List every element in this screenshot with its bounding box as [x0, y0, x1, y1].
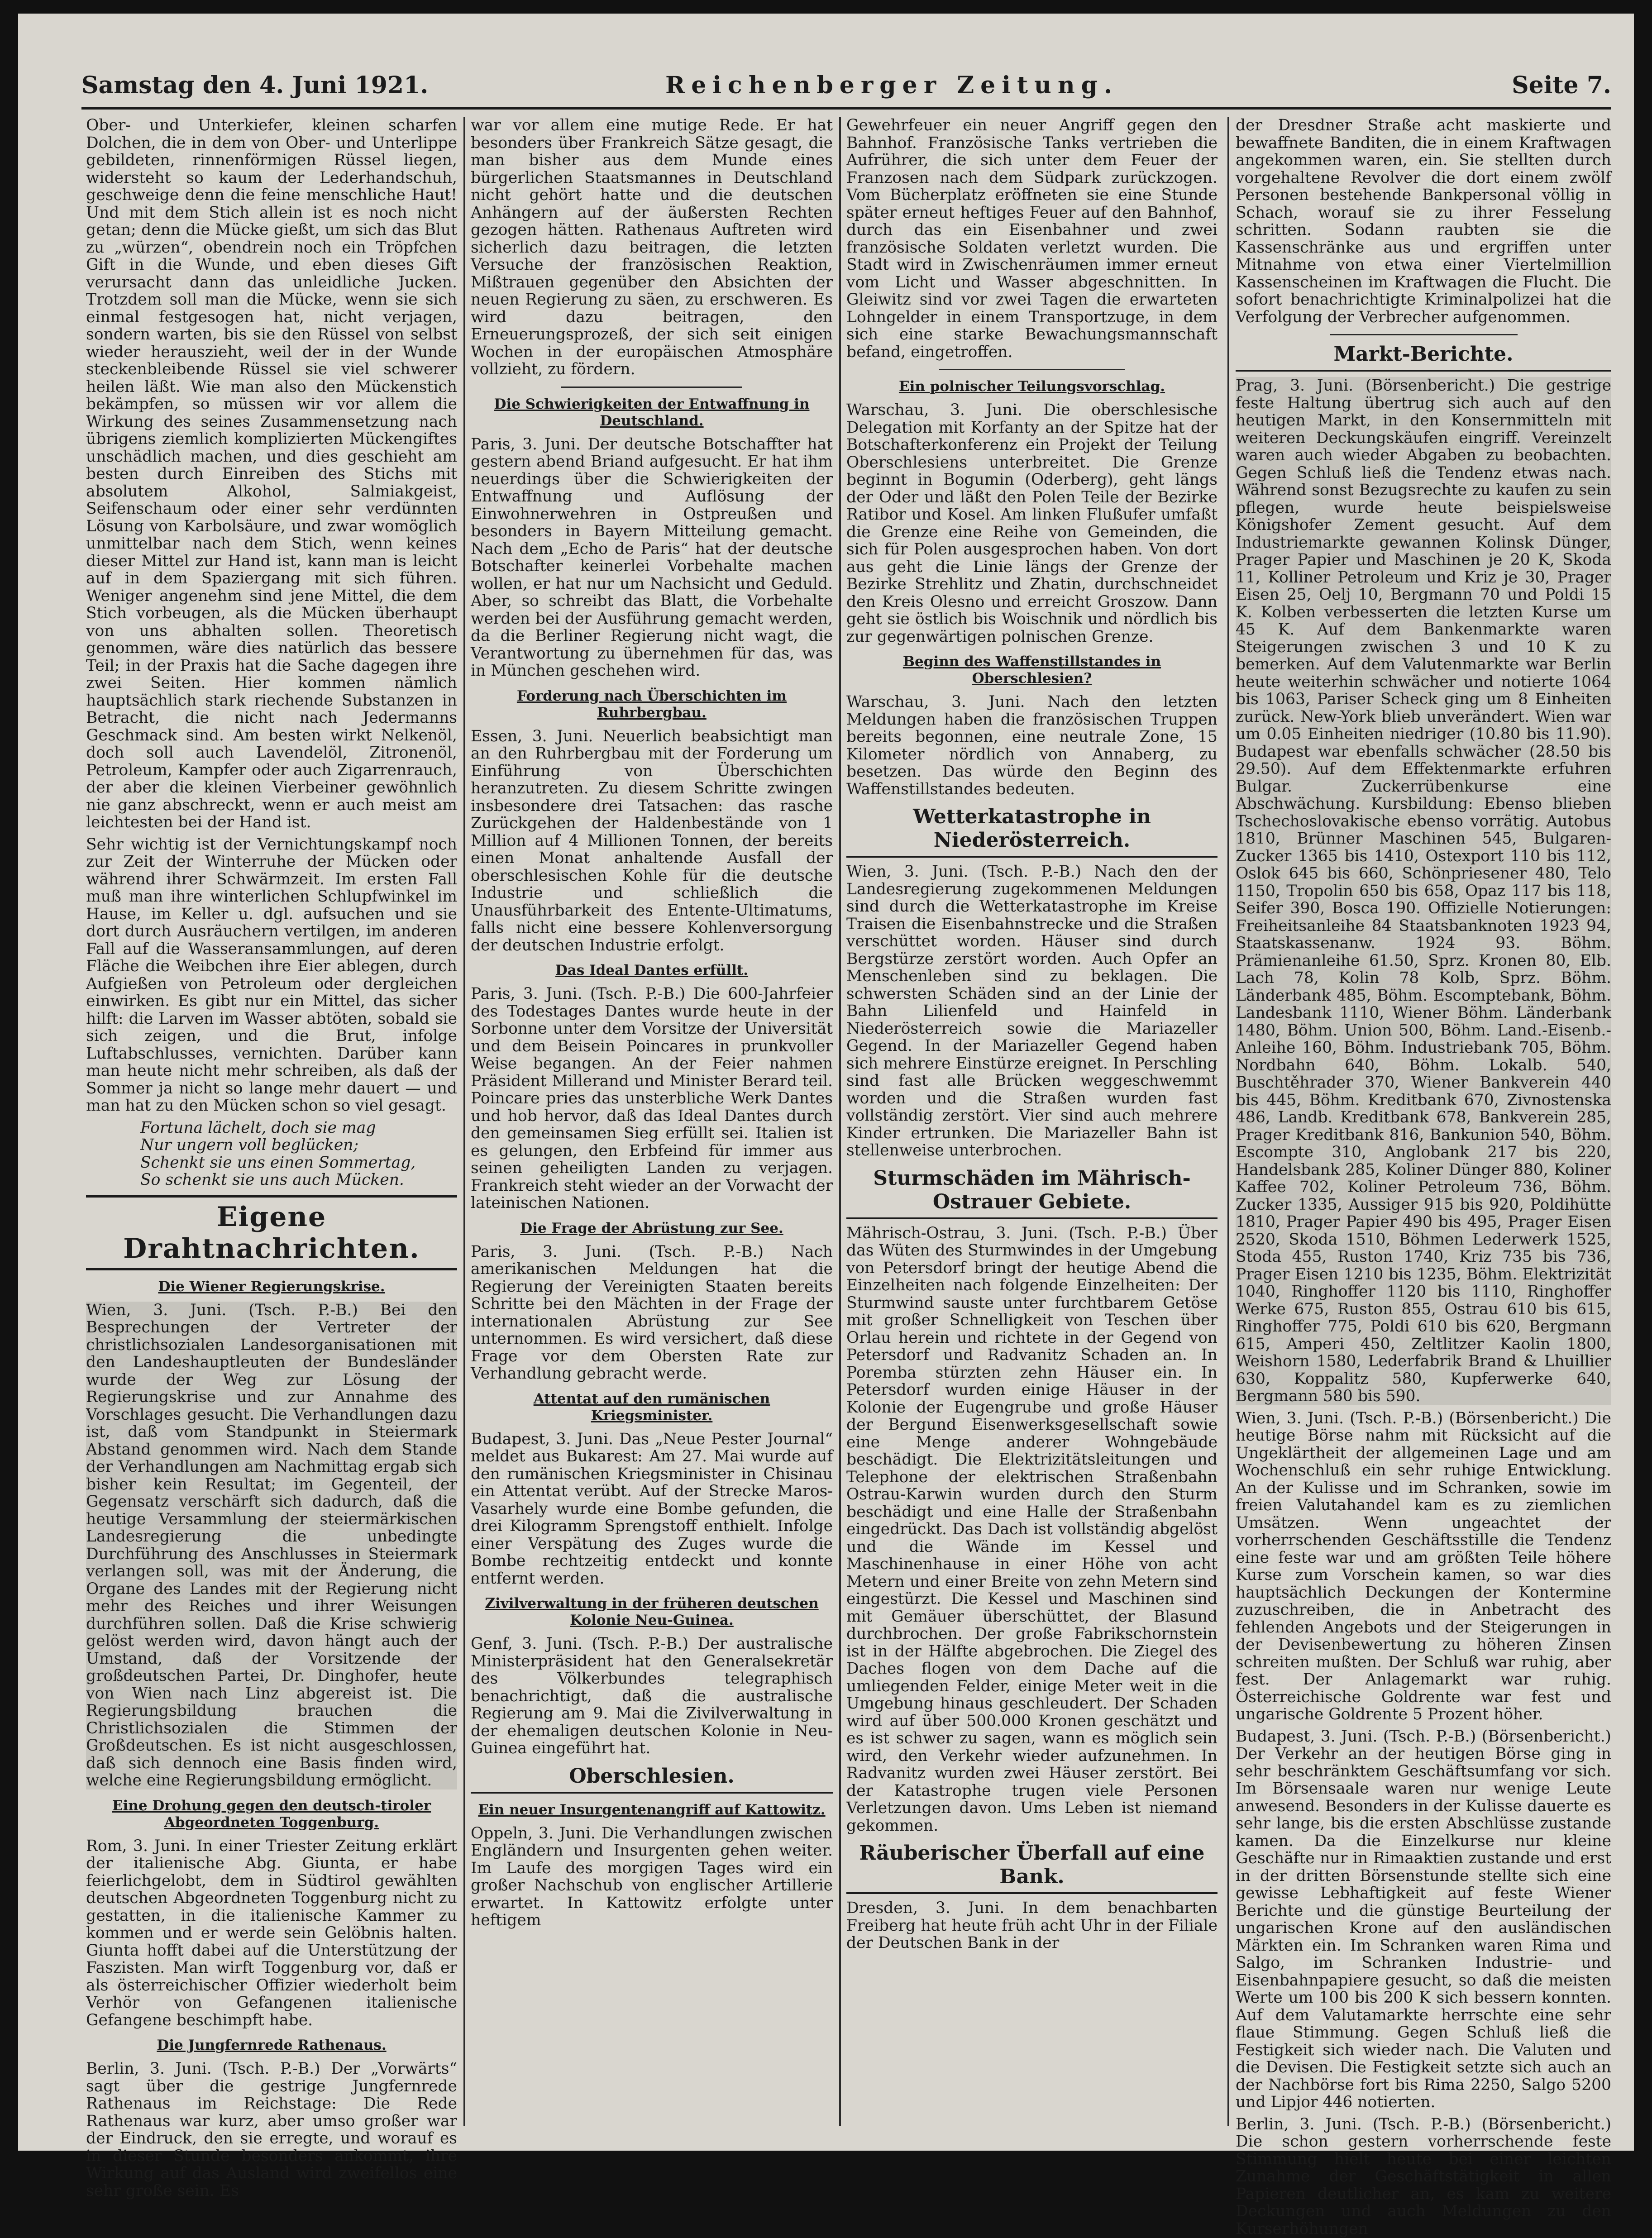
- article-heading: Attentat auf den rumänischen Kriegsminister.: [533, 1390, 770, 1424]
- column-rule: [463, 117, 465, 2126]
- separator: [561, 387, 742, 388]
- article-paragraph: Wien, 3. Juni. (Tsch. P.-B.) Bei den Besprechungen der Vertreter der christlichsozialen Landesorganisationen mit den Landeshauptleuten der Bundesländer wurde der Weg zur Lösung der Regierungskrise und zur Annahme des Vorschlages gesucht. Die Verhandlungen dazu ist, daß vom Standpunkt in Steiermark Abstand genommen wird. Nach dem Stande der Verhandlungen am Nachmittag ergab sich bisher kein Resultat; im Gegenteil, der Gegensatz verschärft sich dadurch, daß die heutige Versammlung der steiermärkischen Landesregierung die unbedingte Durchführung des Anschlusses in Steiermark verlangen soll, was mit der Änderung, die Organe des Landes mit der Regierung nicht mehr des Reiches und ihrer Weisungen durchführen sollen. Daß die Krise schwierig gelöst werden wird, davon hängt auch der Umstand, daß der Vorsitzende der großdeutschen Partei, Dr. Dinghofer, heute von Wien nach Linz abgereist ist. Die Regierungsbildung brauchen die Christlichsozialen die Stimmen der Großdeutschen. Es ist nicht ausgeschlossen, daß sich dennoch eine Basis finden wird, welche eine Regierungsbildung ermöglicht.: [86, 1301, 457, 1789]
- article-paragraph: Budapest, 3. Juni. Das „Neue Pester Journal“ meldet aus Bukarest: Am 27. Mai wurde auf den rumänischen Kriegsminister in Chisinau ein Attentat verübt. Auf der Strecke Maros-Vasarhely wurde eine Bombe gefunden, die drei Kilogramm Sprengstoff enthielt. Infolge einer Verspätung des Zuges wurde die Bombe rechtzeitig entdeckt und konnte entfernt werden.: [471, 1430, 833, 1588]
- article-heading: Ein polnischer Teilungsvorschlag.: [898, 378, 1165, 395]
- article-paragraph: Warschau, 3. Juni. Nach den letzten Meldungen haben die französischen Truppen bereits begonnen, eine neutrale Zone, 15 Kilometer nördlich von Annaberg, zu besetzen. Das würde den Beginn des Waffenstillstandes bedeuten.: [846, 693, 1218, 798]
- article-heading: Die Wiener Regierungskrise.: [158, 1278, 385, 1295]
- article-paragraph: Paris, 3. Juni. Der deutsche Botschaffter hat gestern abend Briand aufgesucht. Er hat ihm neuerdings über die Schwierigkeiten der Entwaffnung und Auflösung der Einwohnerwehren in Ostpreußen und besonders in Bayern Mitteilung gemacht. Nach dem „Echo de Paris“ hat der deutsche Botschafter keinerlei Vorbehalte machen wollen, er hat nur um Nachsicht und Geduld. Aber, so schreibt das Blatt, die Vorbehalte werden bei der Ausführung gemacht werden, da die Berliner Regierung nicht wagt, die Verantwortung zu übernehmen für das, was in München geschehen wird.: [471, 435, 833, 680]
- article-heading: Ein neuer Insurgentenangriff auf Kattowitz.: [478, 1801, 826, 1818]
- article-heading: Die Jungfernrede Rathenaus.: [157, 2037, 387, 2053]
- section-heading: Oberschlesien.: [471, 1765, 833, 1794]
- column-2: [471, 117, 833, 2126]
- article-paragraph: Paris, 3. Juni. (Tsch. P.-B.) Nach amerikanischen Meldungen hat die Regierung der Vereinigten Staaten bereits Schritte bei den Mächten in der Frage der internationalen Abrüstung zur See unternommen. Es wird versichert, daß diese Frage vor dem Obersten Rate zur Verhandlung gebracht werde.: [471, 1242, 833, 1383]
- column-rule: [1227, 117, 1229, 2126]
- market-report: Budapest, 3. Juni. (Tsch. P.-B.) (Börsenbericht.) Der Verkehr an der heutigen Börse ging in sehr beschränktem Geschäftsumfang vor sich. Im Börsensaale waren nur wenige Leute anwesend. Besonders in der Kulisse dauerte es sehr lange, bis die ersten Abschlüsse zustande kamen. Da die Einzelkurse nur kleine Geschäfte nur in Rimaaktien zustande und erst in der dritten Börsenstunde stellte sich eine gewisse Lebhaftigkeit auf feste Wiener Berichte und die günstige Beurteilung der ungarischen Krone auf den ausländischen Märkten ein. Im Schranken waren Rima und Salgo, im Schranken Industrie- und Eisenbahnpapiere gesucht, so daß die meisten Werte um 100 bis 200 K sich bessern konnten. Auf dem Valutamarkte herrschte eine sehr flaue Stimmung. Gegen Schluß ließ die Festigkeit sich wieder nach. Die Valuten und die Devisen. Die Festigkeit setzte sich auch an der Nachbörse fort bis Rima 2250, Salgo 5200 und Lipjor 446 notierten.: [1236, 1727, 1611, 2111]
- article-paragraph: Paris, 3. Juni. (Tsch. P.-B.) Die 600-Jahrfeier des Todestages Dantes wurde heute in der Sorbonne unter dem Vorsitze der Universität und dem Beisein Poincares in prunkvoller Weise begangen. An der Feier nahmen Präsident Millerand und Minister Berard teil. Poincare pries das unsterbliche Werk Dantes und hob hervor, daß das Ideal Dantes durch den gemeinsamen Sieg erfüllt sei. Italien ist es gelungen, den Erbfeind für immer aus seinen geheiligten Landen zu verjagen. Frankreich steht wieder an der Vorwacht der lateinischen Nationen.: [471, 985, 833, 1212]
- masthead-date: Samstag den 4. Juni 1921.: [81, 72, 429, 99]
- verse: Fortuna lächelt, doch sie mag Nur ungern voll beglücken; Schenkt sie uns einen Sommertag, So schenkt sie uns auch Mücken.: [140, 1118, 416, 1189]
- section-heading: Räuberischer Überfall auf eine Bank.: [846, 1842, 1218, 1894]
- article-paragraph: der Dresdner Straße acht maskierte und bewaffnete Banditen, die in einem Kraftwagen angekommen waren, ein. Sie stellten durch vorgehaltene Revolver die dort einem zwölf Personen bestehende Bankpersonal völlig in Schach, worauf sie zu ihrer Fesselung schritten. Sodann raubten sie die Kassenschränke aus und ergriffen unter Mitnahme von etwa einer Viertelmillion Kassenscheinen im Kraftwagen die Flucht. Die sofort benachrichtigte Kriminalpolizei hat die Verfolgung der Verbrecher aufgenommen.: [1236, 116, 1611, 326]
- section-heading: Eigene Drahtnachrichten.: [86, 1195, 457, 1270]
- article-paragraph: Berlin, 3. Juni. (Tsch. P.-B.) Der „Vorwärts“ sagt über die gestrige Jungfernrede Rathenaus im Reichstage: Die Rede Rathenaus war kurz, aber umso großer war der Eindruck, den sie erregte, und worauf es in dieser Stunde besonders ankommt, ihre Wirkung auf das Ausland wird zweifellos eine sehr große sein. Es: [86, 2060, 457, 2200]
- article-paragraph: Sehr wichtig ist der Vernichtungskampf noch zur Zeit der Winterruhe der Mücken oder während ihrer Schwärmzeit. Im ersten Fall muß man ihre winterlichen Schlupfwinkel im Hause, im Keller u. dgl. aufsuchen und sie dort durch Ausräuchern vertilgen, im anderen Fall auf die Wasseransammlungen, auf deren Fläche die Weibchen ihre Eier ablegen, durch Aufgießen von Petroleum oder dergleichen einwirken. Es gibt nur ein Mittel, das sicher hilft: die Larven im Wasser abtöten, sobald sie sich zeigen, und die Brut, infolge Luftabschlusses, vernichten. Darüber kann man heute nicht mehr schreiben, als daß der Sommer ja nicht so lange mehr dauert — und man hat zu den Mücken schon so viel gesagt.: [86, 835, 457, 1115]
- newspaper-page: [18, 14, 1634, 2238]
- article-paragraph: Wien, 3. Juni. (Tsch. P.-B.) Nach den der Landesregierung zugekommenen Meldungen sind durch die Wetterkatastrophe im Kreise Traisen die Eisenbahnstrecke und die Straßen verschüttet worden. Häuser sind durch Bergstürze zerstört worden. Auch Opfer an Menschenleben sind zu beklagen. Die schwersten Schäden sind an der Linie der Bahn Lilienfeld und Hainfeld in Niederösterreich sowie die Mariazeller Gegend. In der Mariazeller Gegend haben sich mehrere Einstürze ereignet. In Perschling sind fast alle Brücken weggeschwemmt worden und die Straßen wurden fast vollständig zerstört. Vier sind auch mehrere Kinder ertrunken. Die Mariazeller Bahn ist stellenweise unterbrochen.: [846, 863, 1218, 1160]
- article-paragraph: war vor allem eine mutige Rede. Er hat besonders über Frankreich Sätze gesagt, die man bisher aus dem Munde eines bürgerlichen Staatsmannes in Deutschland nicht gehört hatte und die deutschen Anhängern auf der äußersten Rechten gezogen hätten. Rathenaus Auftreten wird sicherlich dazu beitragen, die letzten Versuche der französischen Reaktion, Mißtrauen gegenüber den Absichten der neuen Regierung zu säen, zu erschweren. Es wird dazu beitragen, den Erneuerungsprozeß, der sich seit einigen Wochen in der europäischen Atmosphäre vollzieht, zu fördern.: [471, 116, 833, 378]
- article-heading: Beginn des Waffenstillstandes in Oberschlesien?: [902, 654, 1161, 687]
- masthead-title: Reichenberger Zeitung.: [665, 72, 1119, 99]
- column-1: [86, 116, 457, 2200]
- market-report: Prag, 3. Juni. (Börsenbericht.) Die gestrige feste Haltung übertrug sich auch auf den heutigen Markt, in den Konsernmitteln mit weiteren Deckungskäufen eingriff. Vereinzelt waren auch wieder Abgaben zu beobachten. Gegen Schluß ließ die Tendenz etwas nach. Während sonst Bezugsrechte zu kaufen zu sein pflegen, wurde heute beispielsweise Königshofer Zement gesucht. Auf dem Industriemarkte gewannen Kolinsk Dünger, Prager Papier und Maschinen je 20 K, Skoda 11, Kolliner Petroleum und Kriz je 30, Prager Eisen 25, Oelj 10, Bergmann 70 und Poldi 15 K. Kolben verbesserten die letzten Kurse um 45 K. Auf dem Bankenmarkte waren Steigerungen zwischen 3 und 10 K zu bemerken. Auf dem Valutenmarkte war Berlin heute weiterhin schwächer und notierte 1064 bis 1063, Pariser Scheck ging um 8 Einheiten zurück. New-York blieb unverändert. Wien war um 0.05 Einheiten niedriger (10.80 bis 11.90). Budapest war ebenfalls schwächer (28.50 bis 29.50). Auf dem Effektenmarkte erfuhren Bulgar. Zuckerrübenkurse eine Abschwächung. Kursbildung: Ebenso blieben Tschechoslovakische ebenso vorrätig. Autobus 1810, Brünner Maschinen 545, Bulgaren-Zucker 1365 bis 1410, Ostexport 110 bis 112, Oslok 645 bis 660, Schönpriesener 480, Telo 1150, Tropolin 650 bis 658, Opaz 117 bis 118, Seifer 390, Bosca 190. Offizielle Notierungen: Freiheitsanleihe 84 Staatsbanknoten 1923 94, Staatskassenanw. 1924 93. Böhm. Prämienanleihe 61.50, Sprz. Kronen 80, Elb. Lach 78, Kolin 78 Kolb, Sprz. Böhm. Länderbank 485, Böhm. Escomptebank, Böhm. Landesbank 1110, Wiener Böhm. Länderbank 1480, Böhm. Union 500, Böhm. Land.-Eisenb.-Anleihe 160, Böhm. Industriebank 705, Böhm. Nordbahn 640, Böhm. Lokalb. 540, Buschtěhrader 370, Wiener Bankverein 440 bis 445, Böhm. Kreditbank 670, Zivnostenska 486, Landb. Kreditbank 678, Bankverein 285, Prager Kreditbank 816, Bankunion 540, Böhm. Escompte 310, Anglobank 217 bis 220, Handelsbank 285, Koliner Dünger 880, Koliner Kaffee 702, Koliner Petroleum 736, Böhm. Zucker 1335, Aussiger 915 bis 920, Poldihütte 1810, Prager Papier 490 bis 495, Prager Eisen 2520, Skoda 1510, Böhmen Lederwerk 1525, Stoda 455, Ruston 1740, Kriz 735 bis 736, Prager Eisen 1210 bis 1235, Böhm. Elektrizität 1040, Ringhoffer 1120 bis 1110, Ringhoffer Werke 675, Ruston 855, Ostrau 610 bis 615, Ringhoffer 775, Poldi 610 bis 620, Bergmann 615, Amperi 450, Zeltlitzer Kaolin 1800, Weishorn 1580, Lederfabrik Brand & Lhuillier 630, Koppalitz 580, Kupferwerke 640, Bergmann 580 bis 590.: [1236, 377, 1611, 1405]
- article-paragraph: Rom, 3. Juni. In einer Triester Zeitung erklärt der italienische Abg. Giunta, er habe feierlichgelobt, dem in Südtirol gewählten deutschen Abgeordneten Toggenburg nicht zu gestatten, in die italienische Kammer zu kommen und er werde sein Gelöbnis halten. Giunta hofft dabei auf die Unterstützung der Faszisten. Man wirft Toggenburg vor, daß er als österreichischer Offizier wiederholt beim Verhör von Gefangenen italienische Gefangene beschimpft habe.: [86, 1837, 457, 2029]
- section-heading: Wetterkatastrophe in Niederösterreich.: [846, 805, 1218, 858]
- article-paragraph: Gewehrfeuer ein neuer Angriff gegen den Bahnhof. Französische Tanks vertrieben die Aufrührer, die sich unter dem Feuer der Franzosen nach dem Südpark zurückzogen. Vom Bücherplatz eröffneten sie eine Stunde später erneut heftiges Feuer auf den Bahnhof, durch das ein Eisenbahner und zwei französische Soldaten verletzt wurden. Die Stadt wird in Zwischenräumen immer erneut vom Licht und Wasser abgeschnitten. In Gleiwitz sind vor zwei Tagen die erwarteten Lohngelder in einem Transportzuge, in dem sich eine starke Bewachungsmannschaft befand, eingetroffen.: [846, 116, 1218, 361]
- separator: [939, 369, 1125, 370]
- article-heading: Eine Drohung gegen den deutsch-tiroler Abgeordneten Toggenburg.: [112, 1797, 431, 1831]
- article-paragraph: Mährisch-Ostrau, 3. Juni. (Tsch. P.-B.) Über das Wüten des Sturmwindes in der Umgebung von Petersdorf bringt der heutige Abend die Einzelheiten nach folgende Einzelheiten: Der Sturmwind sauste unter furchtbarem Getöse mit großer Schnelligkeit von Teschen über Orlau herein und richtete in der Gegend von Petersdorf und Radvanitz Schaden an. In Poremba stürzten zehn Häuser ein. In Petersdorf wurden einige Häuser in der Kolonie der Eugengrube und große Häuser der Bergund Eisenwerksgesellschaft sowie eine Menge anderer Wohngebäude beschädigt. Die Elektrizitätsleitungen und Telephone der elektrischen Straßenbahn Ostrau-Karwin wurden durch den Sturm beschädigt und eine Halle der Straßenbahn eingedrückt. Das Dach ist vollständig abgelöst und die Wände im Kessel und Maschinenhause in einer Höhe von acht Metern und einer Breite von zehn Metern sind eingestürzt. Die Kessel und Maschinen sind mit Gemäuer überschüttet, der Blasund durchbrochen. Der große Fabrikschornstein ist in der Hälfte abgebrochen. Die Ziegel des Daches flogen von dem Dache auf die umliegenden Felder, einige Meter weit in die Umgebung hinaus geschleudert. Der Schaden wird auf über 500.000 Kronen geschätzt und es ist schwer zu sagen, wann es möglich sein wird, den Verkehr wieder aufzunehmen. In Radvanitz wurden zwei Häuser zerstört. Bei der Katastrophe trugen viele Personen Verletzungen davon. Ums Leben ist niemand gekommen.: [846, 1224, 1218, 1835]
- masthead-page-number: Seite 7.: [1512, 72, 1611, 99]
- market-report: Wien, 3. Juni. (Tsch. P.-B.) (Börsenbericht.) Die heutige Börse nahm mit Rücksicht auf die Ungeklärtheit der allgemeinen Lage und am Wochenschluß ein sehr ruhige Entwicklung. An der Kulisse und im Schranken, sowie im freien Valutahandel kam es zu ziemlichen Umsätzen. Wenn ungeachtet der vorherrschenden Geschäftsstille die Tendenz eine feste war und am größten Teile höhere Kurse zum Vorschein kamen, so war dies hauptsächlich Deckungen der Kontermine zuzuschreiben, die in Anbetracht des fehlenden Angebots und der Steigerungen in der Devisenbewertung zu höheren Zinsen schreiten mußten. Der Schluß war ruhig, aber fest. Der Anlagemarkt war ruhig. Österreichische Goldrente war fest und ungarische Goldrente 5 Prozent höher.: [1236, 1409, 1611, 1723]
- market-report: Berlin, 3. Juni. (Tsch. P.-B.) (Börsenbericht.) Die schon gestern vorherrschende feste Stimmung hielt heute bei einer leichten Zunahme der Geschäftstätigkeit in allen Papieren deutlicher an, es kam zu weitere Deckungen und auch Meldungen zu den Kurserhöhungen: [1236, 2115, 1611, 2238]
- article-heading: Zivilverwaltung in der früheren deutschen Kolonie Neu-Guinea.: [485, 1595, 819, 1628]
- article-heading: Forderung nach Überschichten im Ruhrbergbau.: [516, 687, 787, 721]
- article-paragraph: Ober- und Unterkiefer, kleinen scharfen Dolchen, die in dem von Ober- und Unterlippe gebildeten, rinnenförmigen Rüssel liegen, widersteht so kaum der Lederhandschuh, geschweige denn die feine menschliche Haut! Und mit dem Stich allein ist es noch nicht getan; denn die Mücke gießt, um sich das Blut zu „würzen“, obendrein noch ein Tröpfchen Gift in die Wunde, und eben dieses Gift verursacht dann das unleidliche Jucken. Trotzdem soll man die Mücke, wenn sie sich einmal festgesogen hat, nicht verjagen, sondern warten, bis sie den Rüssel von selbst wieder herauszieht, weil der in der Wunde steckenbleibende Rüssel sie viel schwerer heilen läßt. Wie man also den Mückenstich bekämpfen, so müssen wir vor allem die Wirkung des seines Zusammensetzung nach übrigens ziemlich komplizierten Mückengiftes unschädlich machen, und dies geschieht am besten durch Einreiben des Stichs mit absolutem Alkohol, Salmiakgeist, Seifenschaum oder einer sehr verdünnten Lösung von Karbolsäure, und zwar womöglich unmittelbar nach dem Stich, wenn keines dieser Mittel zur Hand ist, kann man is leicht auf in dem Spaziergang mit sich führen. Weniger angenehm sind jene Mittel, die dem Stich vorbeugen, als die Mücken überhaupt von uns abhalten sollen. Theoretisch genommen, wäre dies natürlich das bessere Teil; in der Praxis hat die Sache dagegen ihre zwei Seiten. Hier kommen nämlich hauptsächlich stark riechende Substanzen in Betracht, die nicht nach Jedermanns Geschmack sind. Am besten wirkt Nelkenöl, doch soll auch Lavendelöl, Zitronenöl, Petroleum, Kampfer oder auch Zigarrenrauch, der aber die kleinen Vierbeiner gewöhnlich nie ganz abschreckt, wenn er auch meist am leichtesten bei der Hand ist.: [86, 116, 457, 831]
- section-heading: Markt-Berichte.: [1236, 343, 1611, 372]
- article-paragraph: Genf, 3. Juni. (Tsch. P.-B.) Der australische Ministerpräsident hat den Generalsekretär des Völkerbundes telegraphisch benachrichtigt, daß die australische Regierung am 9. Mai die Zivilverwaltung in der ehemaligen deutschen Kolonie in Neu-Guinea eingeführt hat.: [471, 1635, 833, 1757]
- article-paragraph: Dresden, 3. Juni. In dem benachbarten Freiberg hat heute früh acht Uhr in der Filiale der Deutschen Bank in der: [846, 1899, 1218, 1952]
- section-heading: Sturmschäden im Mährisch-Ostrauer Gebiete.: [846, 1167, 1218, 1219]
- article-heading: Das Ideal Dantes erfüllt.: [555, 962, 749, 978]
- article-paragraph: Essen, 3. Juni. Neuerlich beabsichtigt man an den Ruhrbergbau mit der Forderung um Einführung von Überschichten heranzutreten. Zu diesem Schritte zwingen insbesondere drei Tatsachen: das rasche Zurückgehen der Haldenbestände von 1 Million auf 4 Millionen Tonnen, der bereits einen Monat anhaltende Ausfall der oberschlesischen Kohle für die deutsche Industrie und schließlich die Unausführbarkeit des Entente-Ultimatums, falls nicht eine bessere Kohlenversorgung der deutschen Industrie erfolgt.: [471, 727, 833, 954]
- article-paragraph: Warschau, 3. Juni. Die oberschlesische Delegation mit Korfanty an der Spitze hat der Botschafterkonferenz ein Projekt der Teilung Oberschlesiens unterbreitet. Die Grenze beginnt in Bogumin (Oderberg), geht längs der Oder und läßt den Polen Teile der Bezirke Ratibor und Kosel. Am linken Flußufer umfaßt die Grenze eine Reihe von Gemeinden, die sich für Polen ausgesprochen haben. Von dort aus geht die Linie längs der Grenze der Bezirke Strehlitz und Zhatin, durchschneidet den Kreis Olesno und erreicht Groszow. Dann geht sie östlich bis Woischnik und nördlich bis zur gegenwärtigen polnischen Grenze.: [846, 401, 1218, 646]
- article-paragraph: Oppeln, 3. Juni. Die Verhandlungen zwischen Engländern und Insurgenten gehen weiter. Im Laufe des morgigen Tages wird ein großer Nachschub von englischer Artillerie erwartet. In Kattowitz erfolgte unter heftigem: [471, 1824, 833, 1929]
- article-heading: Die Frage der Abrüstung zur See.: [520, 1220, 783, 1236]
- masthead: [81, 68, 1611, 110]
- article-heading: Die Schwierigkeiten der Entwaffnung in Deutschland.: [494, 396, 810, 429]
- column-rule: [839, 117, 841, 2126]
- column-3: [846, 117, 1218, 2126]
- separator: [1330, 334, 1518, 335]
- column-4: [1236, 116, 1611, 2238]
